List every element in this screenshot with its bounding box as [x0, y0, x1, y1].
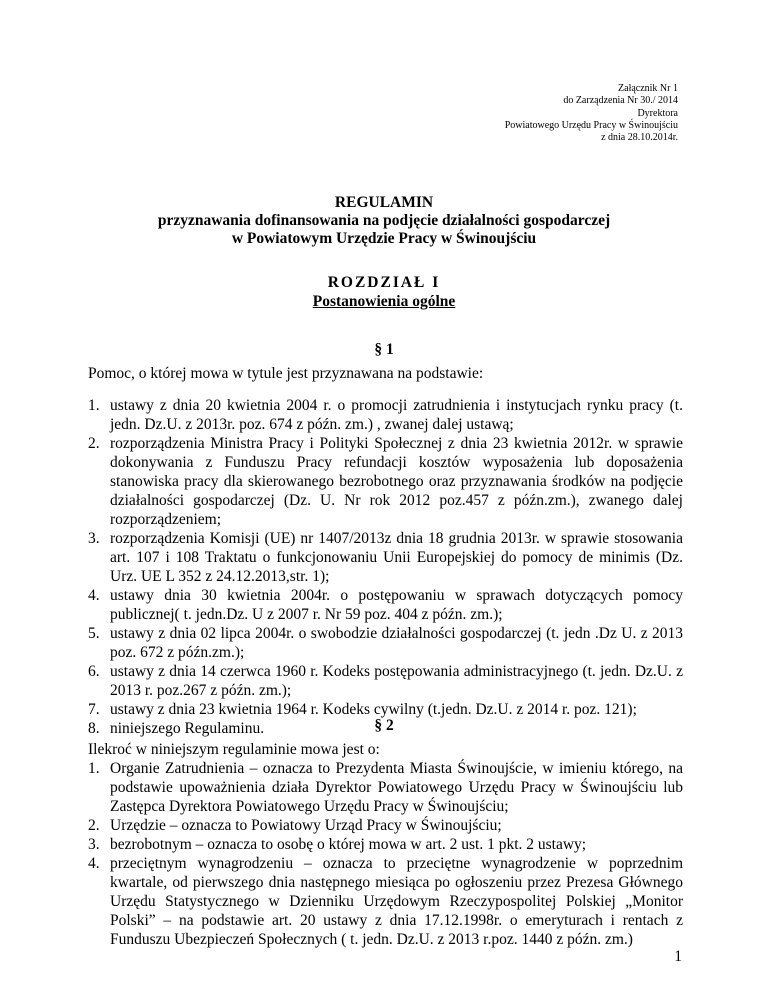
list-item-number: 6. [88, 663, 100, 680]
list-item-number: 1. [88, 397, 100, 414]
chapter-heading [0, 273, 768, 311]
list-item [88, 662, 683, 700]
document-title [0, 194, 768, 248]
attachment-note-line: Powiatowego Urzędu Pracy w Świnoujściu [504, 119, 678, 131]
attachment-note-line: z dnia 28.10.2014r. [601, 132, 678, 144]
list-item-text: bezrobotnym – oznacza to osobę o której mowa w art. 2 ust. 1 pkt. 2 ustawy; [110, 836, 587, 853]
title-line-2: przyznawania dofinansowania na podjęcie działalności gospodarczej [157, 212, 611, 229]
list-item-text: rozporządzenia Ministra Pracy i Polityki Społecznej z dnia 23 kwietnia 2012r. w sprawie dokonywania z Funduszu Pracy refundacji kosztów wyposażenia lub doposażenia stanowiska pracy dla skierowanego bezrobotnego oraz przyznawania środków na podjęcie działalności gospodarczej (Dz. U. Nr rok 2012 poz.457 z późn.zm.), zwanego dalej rozporządzeniem; [110, 435, 683, 528]
list-item-number: 3. [88, 836, 100, 853]
list-item-text: Urzędzie – oznacza to Powiatowy Urząd Pracy w Świnoujściu; [110, 817, 502, 834]
list-item [88, 759, 683, 816]
list-item-text: rozporządzenia Komisji (UE) nr 1407/2013z dnia 18 grudnia 2013r. w sprawie stosowania art. 107 i 108 Traktatu o funkcjonowaniu Unii Europejskiej do pomocy de minimis (Dz. Urz. UE L 352 z 24.12.2013,str. 1); [110, 530, 683, 585]
attachment-note [505, 83, 678, 144]
section-2-list [88, 759, 683, 949]
list-item-text: niniejszego Regulaminu. [110, 720, 265, 737]
list-item [88, 396, 683, 434]
section-2-intro: Ilekroć w niniejszym regulaminie mowa jest o: [88, 741, 380, 758]
section-1-intro: Pomoc, o której mowa w tytule jest przyznawana na podstawie: [88, 365, 484, 382]
list-item-text: ustawy z dnia 02 lipca 2004r. o swobodzie działalności gospodarczej (t. jedn .Dz U. z 2013 poz. 672 z późn.zm.); [110, 625, 683, 661]
chapter-subtitle: Postanowienia ogólne [312, 293, 456, 310]
section-1-list [88, 396, 683, 738]
list-item-number: 7. [88, 701, 100, 718]
list-item-number: 4. [88, 587, 100, 604]
chapter-title: ROZDZIAŁ I [327, 274, 441, 291]
list-item-number: 2. [88, 817, 100, 834]
attachment-note-line: Dyrektora [637, 107, 678, 119]
list-item [88, 586, 683, 624]
list-item [88, 434, 683, 529]
list-item-number: 8. [88, 720, 100, 737]
section-2-mark: § 2 [374, 717, 394, 734]
list-item-text: Organie Zatrudnienia – oznacza to Prezydenta Miasta Świnoujście, w imieniu którego, na podstawie upoważnienia działa Dyrektor Powiatowego Urzędu Pracy w Świnoujściu lub Zastępca Dyrektora Powiatowego Urzędu Pracy w Świnoujściu; [110, 760, 683, 815]
attachment-note-line: Załącznik Nr 1 [618, 83, 678, 94]
list-item-number: 3. [88, 530, 100, 547]
list-item-number: 1. [88, 760, 100, 777]
list-item [88, 816, 683, 835]
list-item-text: ustawy z dnia 20 kwietnia 2004 r. o promocji zatrudnienia i instytucjach rynku pracy (t. jedn. Dz.U. z 2013r. poz. 674 z późn. zm.) , zwanej dalej ustawą; [110, 397, 683, 433]
list-item [88, 624, 683, 662]
title-line-1: REGULAMIN [334, 194, 434, 211]
list-item-text: ustawy z dnia 23 kwietnia 1964 r. Kodeks cywilny (t.jedn. Dz.U. z 2014 r. poz. 121); [110, 701, 637, 718]
list-item [88, 854, 683, 949]
list-item [88, 835, 683, 854]
list-item-number: 5. [88, 625, 100, 642]
list-item-text: przeciętnym wynagrodzeniu – oznacza to przeciętne wynagrodzenie w poprzednim kwartale, od pierwszego dnia następnego miesiąca po ogłoszeniu przez Prezesa Głównego Urzędu Statystycznego w Dzienniku Urzędowym Rzeczypospolitej Polskiej „Monitor Polski” – na podstawie art. 20 ustawy z dnia 17.12.1998r. o emeryturach i rentach z Funduszu Ubezpieczeń Społecznych ( t. jedn. Dz.U. z 2013 r.poz. 1440 z późn. zm.) [110, 855, 683, 948]
page-number: 1 [674, 948, 682, 965]
attachment-note-line: do Zarządzenia Nr 30./ 2014 [563, 95, 678, 107]
list-item-text: ustawy dnia 30 kwietnia 2004r. o postępowaniu w sprawach dotyczących pomocy publicznej( t. jedn.Dz. U z 2007 r. Nr 59 poz. 404 z późn. zm.); [110, 587, 683, 623]
title-line-3: w Powiatowym Urzędzie Pracy w Świnoujściu [231, 230, 537, 247]
list-item-number: 2. [88, 435, 100, 452]
section-1-mark: § 1 [374, 341, 394, 358]
list-item-text: ustawy z dnia 14 czerwca 1960 r. Kodeks postępowania administracyjnego (t. jedn. Dz.U. z 2013 r. poz.267 z późn. zm.); [110, 663, 683, 699]
list-item [88, 529, 683, 586]
list-item-number: 4. [88, 855, 100, 872]
